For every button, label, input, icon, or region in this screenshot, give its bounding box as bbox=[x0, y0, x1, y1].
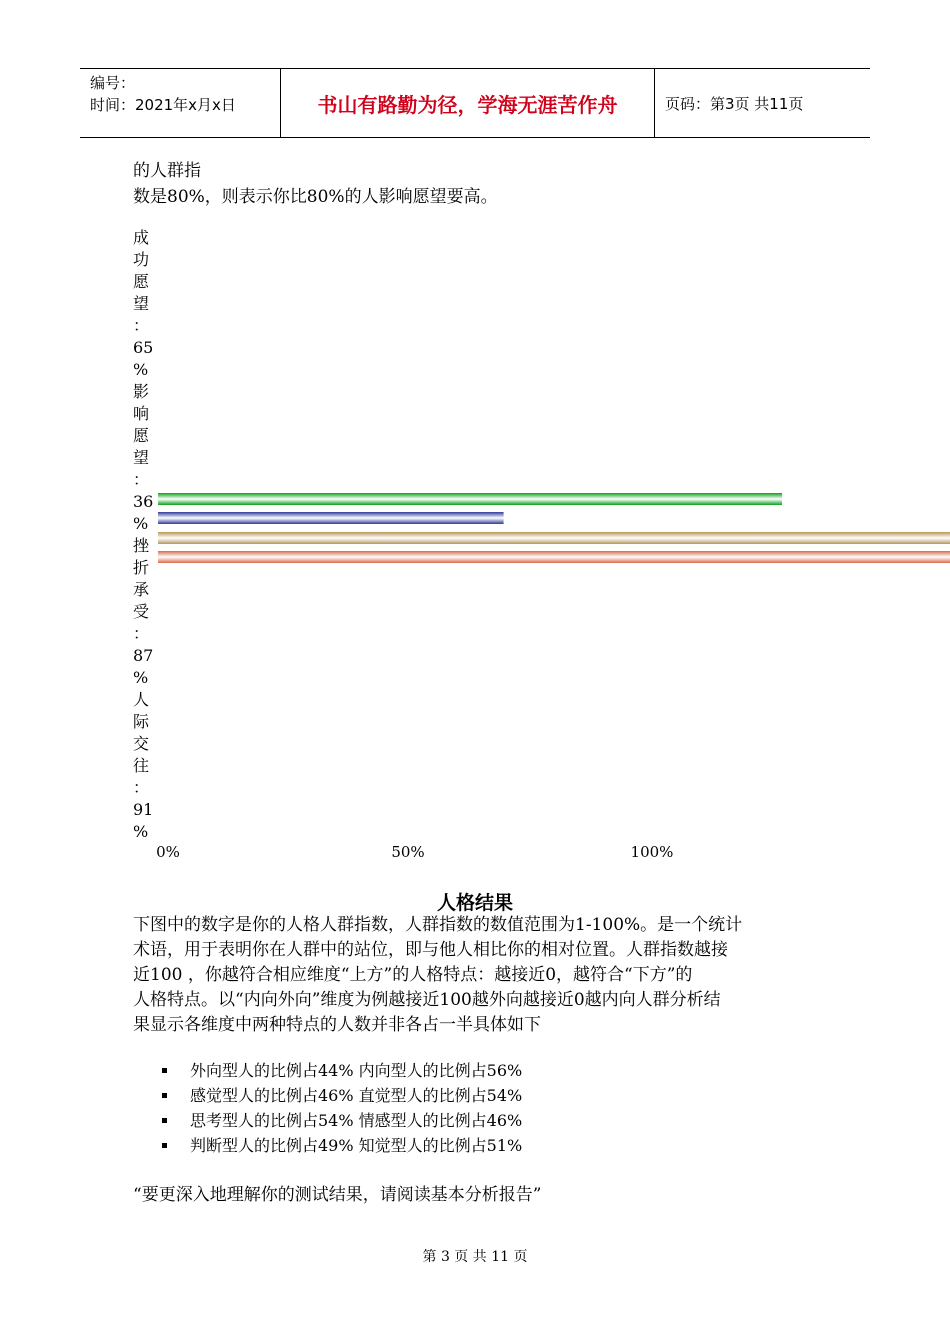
page-footer: 第 3 页 共 11 页 bbox=[422, 1249, 528, 1265]
chart-label-glyph: 响 bbox=[133, 404, 150, 423]
paragraph-line: 下图中的数字是你的人格人群指数，人群指数的数值范围为1-100%。是一个统计 bbox=[133, 915, 743, 935]
header-page-number: 页码：第3页 共11页 bbox=[665, 94, 804, 113]
chart-label-glyph: ： bbox=[133, 316, 150, 335]
paragraph-line: 人格特点。以“内向外向”维度为例越接近100越外向越接近0越内向人群分析结 bbox=[133, 990, 721, 1010]
chart-label-glyph: 人 bbox=[133, 690, 150, 709]
chart-label-glyph: 成 bbox=[133, 228, 150, 247]
list-item: 思考型人的比例占54% 情感型人的比例占46% bbox=[160, 1108, 522, 1133]
document-date: 时间：2021年x月x日 bbox=[90, 96, 236, 114]
chart-label-glyph: 承 bbox=[133, 580, 150, 599]
list-item: 外向型人的比例占44% 内向型人的比例占56% bbox=[160, 1058, 522, 1083]
chart-label-glyph: 受 bbox=[133, 602, 150, 621]
chart-label-glyph: ： bbox=[133, 778, 150, 797]
intro-line-2: 数是80%，则表示你比80%的人影响愿望要高。 bbox=[133, 187, 498, 207]
chart-label-glyph: 愿 bbox=[133, 272, 150, 291]
chart-label-glyph: 愿 bbox=[133, 426, 150, 445]
chart-label-glyph: 影 bbox=[133, 382, 150, 401]
intro-line-1: 的人群指 bbox=[133, 161, 201, 181]
section-title: 人格结果 bbox=[436, 892, 513, 914]
chart-label-glyph: ： bbox=[133, 470, 150, 489]
paragraph-line: 果显示各维度中两种特点的人数并非各占一半具体如下 bbox=[133, 1015, 541, 1035]
chart-label-glyph: 望 bbox=[133, 294, 150, 313]
header-motto: 书山有路勤为径，学海无涯苦作舟 bbox=[281, 69, 655, 137]
chart-label-glyph: 交 bbox=[133, 734, 150, 753]
x-tick-label: 0% bbox=[156, 843, 180, 861]
chart-label-glyph: 际 bbox=[133, 712, 150, 731]
header-meta bbox=[80, 69, 281, 137]
list-item: 判断型人的比例占49% 知觉型人的比例占51% bbox=[160, 1133, 522, 1158]
paragraph-line: 术语，用于表明你在人群中的站位，即与他人相比你的相对位置。人群指数越接 bbox=[133, 940, 728, 960]
document-number-label: 编号： bbox=[90, 74, 136, 92]
bar-1 bbox=[158, 493, 782, 505]
bar-chart bbox=[0, 480, 950, 880]
page-header bbox=[80, 68, 870, 138]
chart-label-glyph: % bbox=[133, 668, 149, 687]
chart-label-glyph: % bbox=[133, 360, 149, 379]
bar-3 bbox=[158, 532, 950, 544]
x-tick-label: 100% bbox=[630, 843, 674, 861]
chart-label-glyph: % bbox=[133, 514, 149, 533]
chart-label-glyph: 91 bbox=[133, 800, 154, 819]
chart-label-glyph: 挫 bbox=[133, 536, 150, 555]
chart-label-glyph: 往 bbox=[133, 756, 150, 775]
closing-quote: “要更深入地理解你的测试结果，请阅读基本分析报告” bbox=[133, 1185, 542, 1205]
chart-label-glyph: 折 bbox=[133, 558, 150, 577]
chart-label-glyph: 望 bbox=[133, 448, 150, 467]
ratio-list bbox=[160, 1058, 522, 1158]
paragraph-line: 近100 ，你越符合相应维度“上方”的人格特点：越接近0，越符合“下方”的 bbox=[133, 965, 693, 985]
x-tick-label: 50% bbox=[391, 843, 425, 861]
chart-label-glyph: 功 bbox=[133, 250, 150, 269]
chart-label-glyph: 65 bbox=[133, 338, 154, 357]
chart-label-glyph: 36 bbox=[133, 492, 154, 511]
chart-label-glyph: 87 bbox=[133, 646, 154, 665]
bar-4 bbox=[158, 551, 950, 563]
list-item: 感觉型人的比例占46% 直觉型人的比例占54% bbox=[160, 1083, 522, 1108]
chart-label-glyph: ： bbox=[133, 624, 150, 643]
chart-label-glyph: % bbox=[133, 822, 149, 841]
bar-2 bbox=[158, 512, 504, 524]
